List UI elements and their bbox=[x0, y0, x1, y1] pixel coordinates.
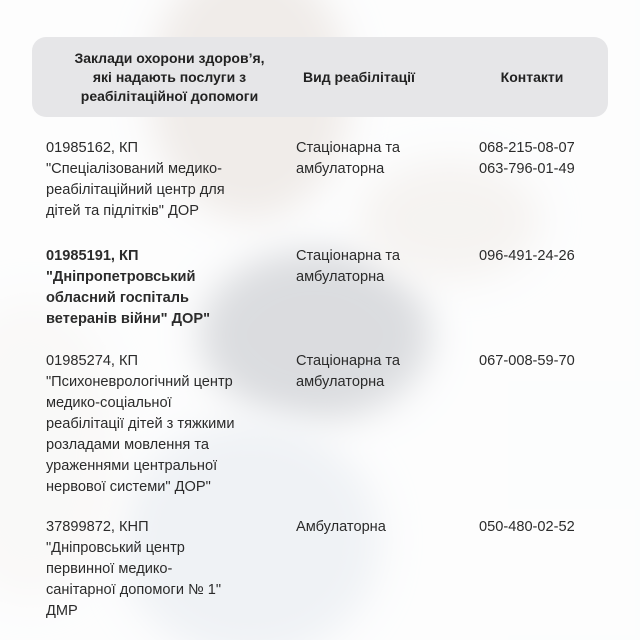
header-institutions: Заклади охорони здоров’я, які надають послуги з реабілітаційної допомоги bbox=[74, 49, 265, 104]
phone-number: 096-491-24-26 bbox=[479, 248, 575, 264]
table-header bbox=[32, 37, 608, 117]
rehab-type: Амбулаторна bbox=[296, 519, 386, 535]
contact-phones bbox=[479, 138, 619, 180]
institution-name: 37899872, КНП "Дніпровський центр первинної медико- санітарної допомоги № 1" ДМР bbox=[46, 519, 222, 619]
rehab-type: Стаціонарна та амбулаторна bbox=[296, 248, 401, 285]
contact-phones bbox=[479, 246, 619, 267]
phone-number: 050-480-02-52 bbox=[479, 519, 575, 535]
contact-phones bbox=[479, 351, 619, 372]
phone-number: 067-008-59-70 bbox=[479, 353, 575, 369]
rehab-type: Стаціонарна та амбулаторна bbox=[296, 353, 401, 390]
contact-phones bbox=[479, 517, 619, 538]
institution-name: 01985162, КП "Спеціалізований медико- реабілітаційний центр для дітей та підлітків" ДОР bbox=[46, 140, 225, 219]
phone-number: 063-796-01-49 bbox=[479, 161, 575, 177]
phone-number: 068-215-08-07 bbox=[479, 140, 575, 156]
institution-name: 01985274, КП "Психоневрологічний центр медико-соціальної реабілітації дітей з тяжкими розладами мовлення та ураженнями центральної нервової системи" ДОР" bbox=[46, 353, 235, 495]
header-rehab-type: Вид реабілітації bbox=[302, 68, 415, 85]
header-contacts: Контакти bbox=[500, 68, 564, 85]
rehab-type: Стаціонарна та амбулаторна bbox=[296, 140, 401, 177]
institution-name: 01985191, КП "Дніпропетровський обласний госпіталь ветеранів війни" ДОР" bbox=[46, 248, 211, 327]
